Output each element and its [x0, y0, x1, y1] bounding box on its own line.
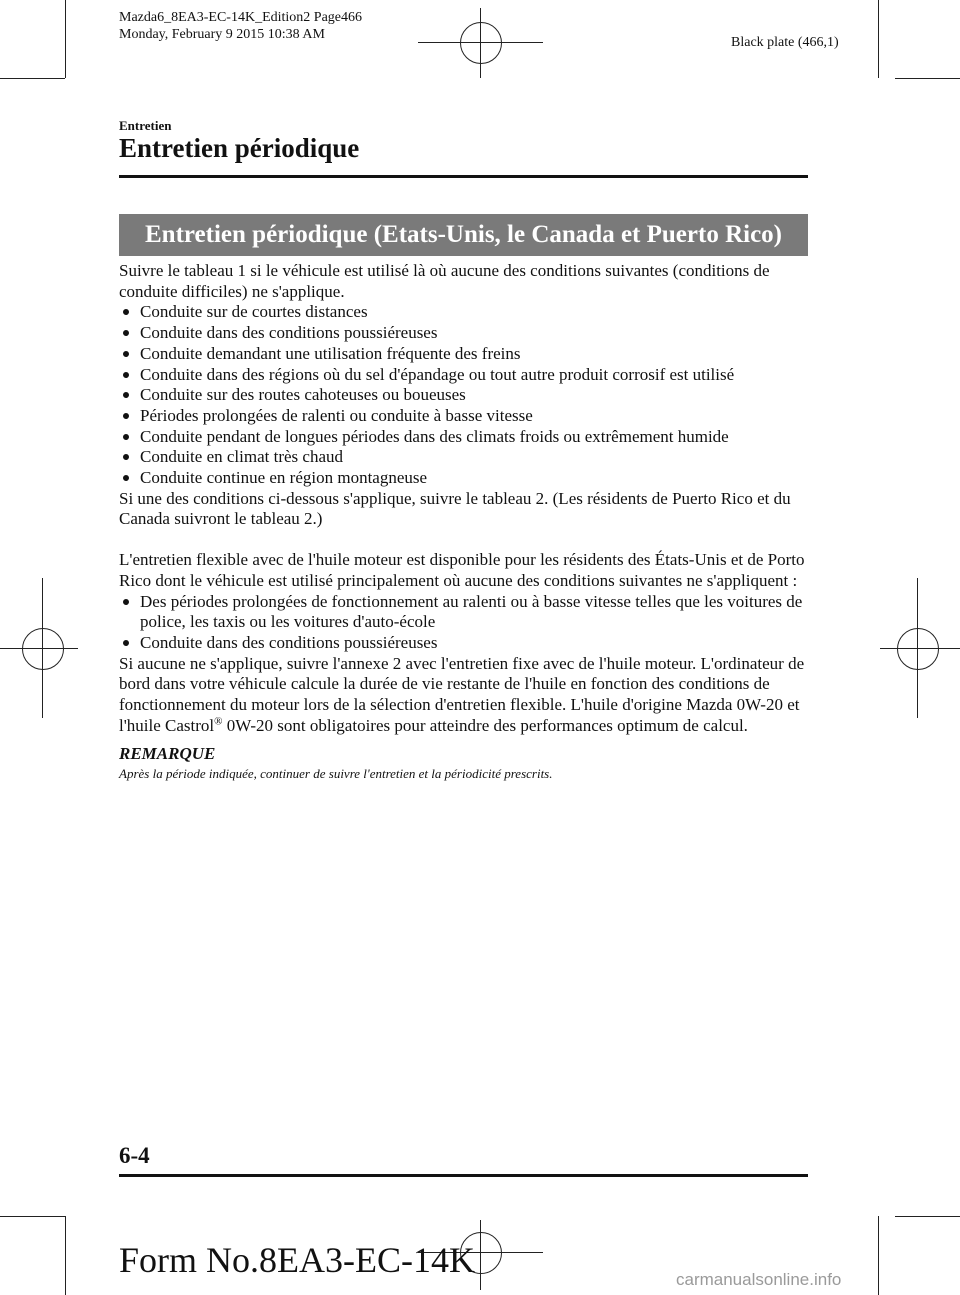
list-item: Périodes prolongées de ralenti ou conduite à basse vitesse — [119, 406, 814, 427]
list-item: Conduite en climat très chaud — [119, 447, 814, 468]
list-item: Conduite sur des routes cahoteuses ou boueuses — [119, 385, 814, 406]
breadcrumb: Entretien — [119, 118, 172, 133]
note-heading: REMARQUE — [119, 744, 216, 764]
list-item: Conduite continue en région montagneuse — [119, 468, 814, 489]
conditions-list — [119, 302, 814, 488]
bottom-rule — [119, 1174, 808, 1177]
page-title: Entretien périodique — [119, 133, 360, 163]
registered-mark: ® — [214, 715, 223, 728]
flex-body-after: 0W-20 sont obligatoires pour atteindre des performances optimum de calcul. — [222, 715, 748, 735]
list-item: Conduite sur de courtes distances — [119, 302, 814, 323]
print-metadata — [119, 9, 362, 43]
watermark: carmanualsonline.info — [676, 1270, 842, 1289]
file-line: Mazda6_8EA3-EC-14K_Edition2 Page466 — [119, 10, 363, 25]
form-number: Form No.8EA3-EC-14K — [119, 1240, 475, 1280]
table2-paragraph: Si une des conditions ci-dessous s'applique, suivre le tableau 2. (Les résidents de Puerto Rico et du Canada suivront le tableau 2.) — [119, 488, 791, 529]
list-item: Conduite pendant de longues périodes dans des climats froids ou extrêmement humide — [119, 427, 814, 448]
list-item: Conduite dans des régions où du sel d'épandage ou tout autre produit corrosif est utilisé — [119, 365, 814, 386]
title-rule — [119, 175, 808, 178]
list-item: Conduite demandant une utilisation fréquente des freins — [119, 344, 814, 365]
flex-body-paragraph — [119, 654, 814, 737]
note-text: Après la période indiquée, continuer de suivre l'entretien et la périodicité prescrits. — [119, 766, 553, 782]
list-item: Conduite dans des conditions poussiéreuses — [119, 323, 814, 344]
date-line: Monday, February 9 2015 10:38 AM — [119, 27, 325, 42]
main-content — [119, 261, 814, 783]
section-title: Entretien périodique (Etats-Unis, le Canada et Puerto Rico) — [119, 214, 808, 256]
flex-body-before: Si aucune ne s'applique, suivre l'annexe 2 avec l'entretien fixe avec de l'huile moteur. L'ordinateur de bord dans votre véhicule calcule la durée de vie restante de l'huile en fonction des conditions de fonctionnement du moteur lors de la sélection d'entretien flexible. L'huile d'origine Mazda 0W-20 et l'huile Castrol — [119, 653, 805, 735]
list-item: Des périodes prolongées de fonctionnement au ralenti ou à basse vitesse telles que les voitures de police, les taxis ou les voitures d'auto-école — [119, 592, 814, 633]
flex-conditions-list — [119, 592, 814, 654]
intro-paragraph: Suivre le tableau 1 si le véhicule est utilisé là où aucune des conditions suivantes (conditions de conduite difficiles) ne s'applique. — [119, 261, 770, 301]
flex-intro-paragraph: L'entretien flexible avec de l'huile moteur est disponible pour les résidents des États-Unis et de Porto Rico dont le véhicule est utilisé principalement où aucune des conditions suivantes ne s'appliquent : — [119, 550, 805, 590]
list-item: Conduite dans des conditions poussiéreuses — [119, 633, 814, 654]
plate-label: Black plate (466,1) — [731, 35, 839, 50]
page-number: 6-4 — [119, 1143, 150, 1168]
